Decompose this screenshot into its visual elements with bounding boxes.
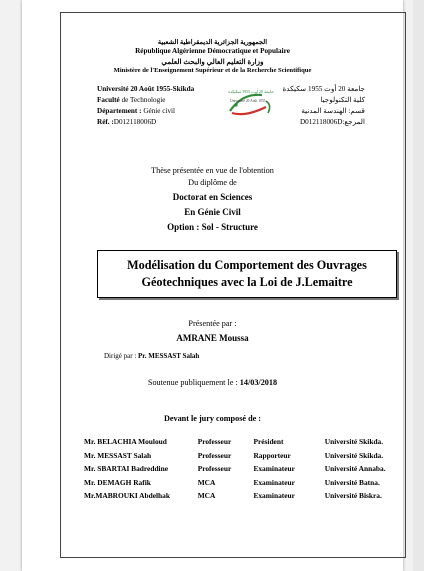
jury-name: Mr. BELACHIA Mouloud xyxy=(84,437,167,447)
jury-name: Mr. MESSAST Salah xyxy=(84,450,152,460)
jury-row xyxy=(84,449,414,463)
jury-role: Président xyxy=(253,437,284,447)
department-fr: Département : Génie civil xyxy=(97,107,176,115)
jury-grade: Professeur xyxy=(197,464,232,474)
jury-university: Université Batna. xyxy=(324,477,380,487)
jury-role: Rapporteur xyxy=(253,450,291,460)
thesis-title-box xyxy=(97,250,397,298)
jury-grade: Professeur xyxy=(197,437,232,447)
university-ar: جامعة 20 أوت 1955 سكيكدة xyxy=(282,85,365,93)
jury-row xyxy=(84,435,414,449)
jury-row xyxy=(84,462,414,476)
jury-university: Université Annaba. xyxy=(324,464,386,474)
jury-university: Université Skikda. xyxy=(324,450,384,460)
university-logo: جامعة 20 أوت 1955 سكيكدة Université 20 Août 1955 xyxy=(222,87,280,121)
faculty-fr: Faculté de Technologie xyxy=(97,96,166,104)
degree-line: Doctorat en Sciences xyxy=(172,192,253,202)
university-fr: Université 20 Août 1955-Skikda xyxy=(97,85,195,93)
jury-row xyxy=(84,476,414,490)
document-page xyxy=(22,0,403,571)
jury-role: Examinateur xyxy=(253,477,295,487)
thesis-title-line2: Géotechniques avec la Loi de J.Lemaitre xyxy=(141,275,353,289)
reference-ar: D012118006D:المرجع xyxy=(299,118,365,126)
jury-name: Mr. DEMAGH Rafik xyxy=(84,477,151,487)
author-name: AMRANE Moussa xyxy=(176,333,249,343)
supervisor-line: Dirigé par : Pr. MESSAST Salah xyxy=(104,352,200,360)
jury-heading: Devant le jury composé de : xyxy=(163,414,262,423)
ministry-line: Ministère de l'Enseignement Supérieur et de la Recherche Scientifique xyxy=(113,67,312,74)
jury-name: Mr.MABROUKI Abdelhak xyxy=(84,491,170,501)
field-line: En Génie Civil xyxy=(184,207,241,217)
jury-role: Examinateur xyxy=(253,464,295,474)
jury-table xyxy=(84,435,414,503)
jury-name: Mr. SBARTAI Badreddine xyxy=(84,464,168,474)
jury-university: Université Biskra. xyxy=(324,491,382,501)
arabic-republic-line: الجمهورية الجزائرية الديمقراطية الشعبية xyxy=(157,39,268,46)
jury-university: Université Skikda. xyxy=(324,437,384,447)
faculty-ar: كلية التكنولوجيا xyxy=(320,96,365,104)
diploma-line: Du diplôme de xyxy=(188,178,237,187)
defense-line: Soutenue publiquement le : 14/03/2018 xyxy=(147,378,278,387)
presented-by-label: Présentée par : xyxy=(188,319,237,328)
reference-fr: Réf. :D012118006D xyxy=(97,118,157,126)
department-ar: قسم: الهندسة المدنية xyxy=(301,107,365,115)
jury-role: Examinateur xyxy=(253,491,295,501)
thesis-title-line1: Modélisation du Comportement des Ouvrages xyxy=(127,258,367,272)
thesis-intro: Thèse présentée en vue de l'obtention xyxy=(151,166,274,175)
arabic-ministry-line: وزارة التعليم العالي والبحث العلمي xyxy=(161,58,264,66)
jury-row xyxy=(84,489,414,503)
jury-grade: MCA xyxy=(197,491,216,501)
jury-grade: MCA xyxy=(197,477,216,487)
republic-line: République Algérienne Démocratique et Populaire xyxy=(135,47,290,55)
scrollbar[interactable] xyxy=(413,0,424,571)
jury-grade: Professeur xyxy=(197,450,232,460)
option-line: Option : Sol - Structure xyxy=(167,222,258,232)
